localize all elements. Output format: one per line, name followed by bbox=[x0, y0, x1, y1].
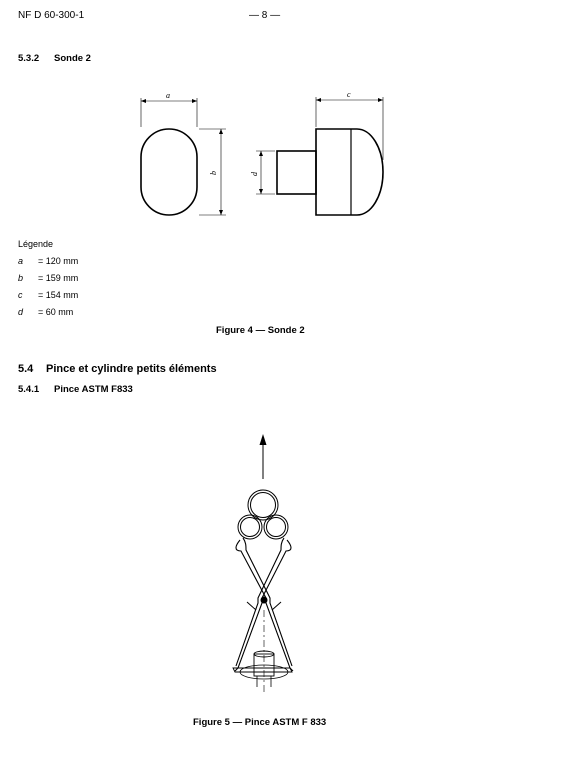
dimension-label-c: c bbox=[347, 90, 351, 99]
legend-symbol: c bbox=[18, 290, 23, 300]
left-ring bbox=[238, 515, 262, 539]
figure-5-caption: Figure 5 — Pince ASTM F 833 bbox=[193, 717, 327, 728]
legend-value: = 60 mm bbox=[38, 307, 74, 317]
document-id: NF D 60-300-1 bbox=[18, 10, 85, 21]
section-number: 5.3.2 bbox=[18, 53, 40, 64]
dimension-label-b: b bbox=[209, 171, 218, 175]
right-ring bbox=[264, 515, 288, 539]
legend-value: = 159 mm bbox=[38, 273, 79, 283]
figure-4-caption: Figure 4 — Sonde 2 bbox=[216, 325, 305, 336]
section-title: Pince et cylindre petits éléments bbox=[46, 363, 217, 375]
pivot-point bbox=[261, 597, 268, 604]
section-number: 5.4.1 bbox=[18, 384, 40, 395]
legend-value: = 154 mm bbox=[38, 290, 79, 300]
legend-title: Légende bbox=[18, 239, 54, 249]
page-number: — 8 — bbox=[249, 10, 281, 21]
legend-value: = 120 mm bbox=[38, 256, 79, 266]
legend-symbol: a bbox=[18, 256, 24, 266]
section-title: Pince ASTM F833 bbox=[54, 384, 133, 395]
section-title: Sonde 2 bbox=[54, 53, 91, 64]
dimension-label-d: d bbox=[250, 172, 259, 176]
legend-symbol: b bbox=[18, 273, 24, 283]
section-number: 5.4 bbox=[18, 363, 34, 375]
legend-symbol: d bbox=[18, 307, 24, 317]
dimension-label-a: a bbox=[166, 91, 170, 100]
